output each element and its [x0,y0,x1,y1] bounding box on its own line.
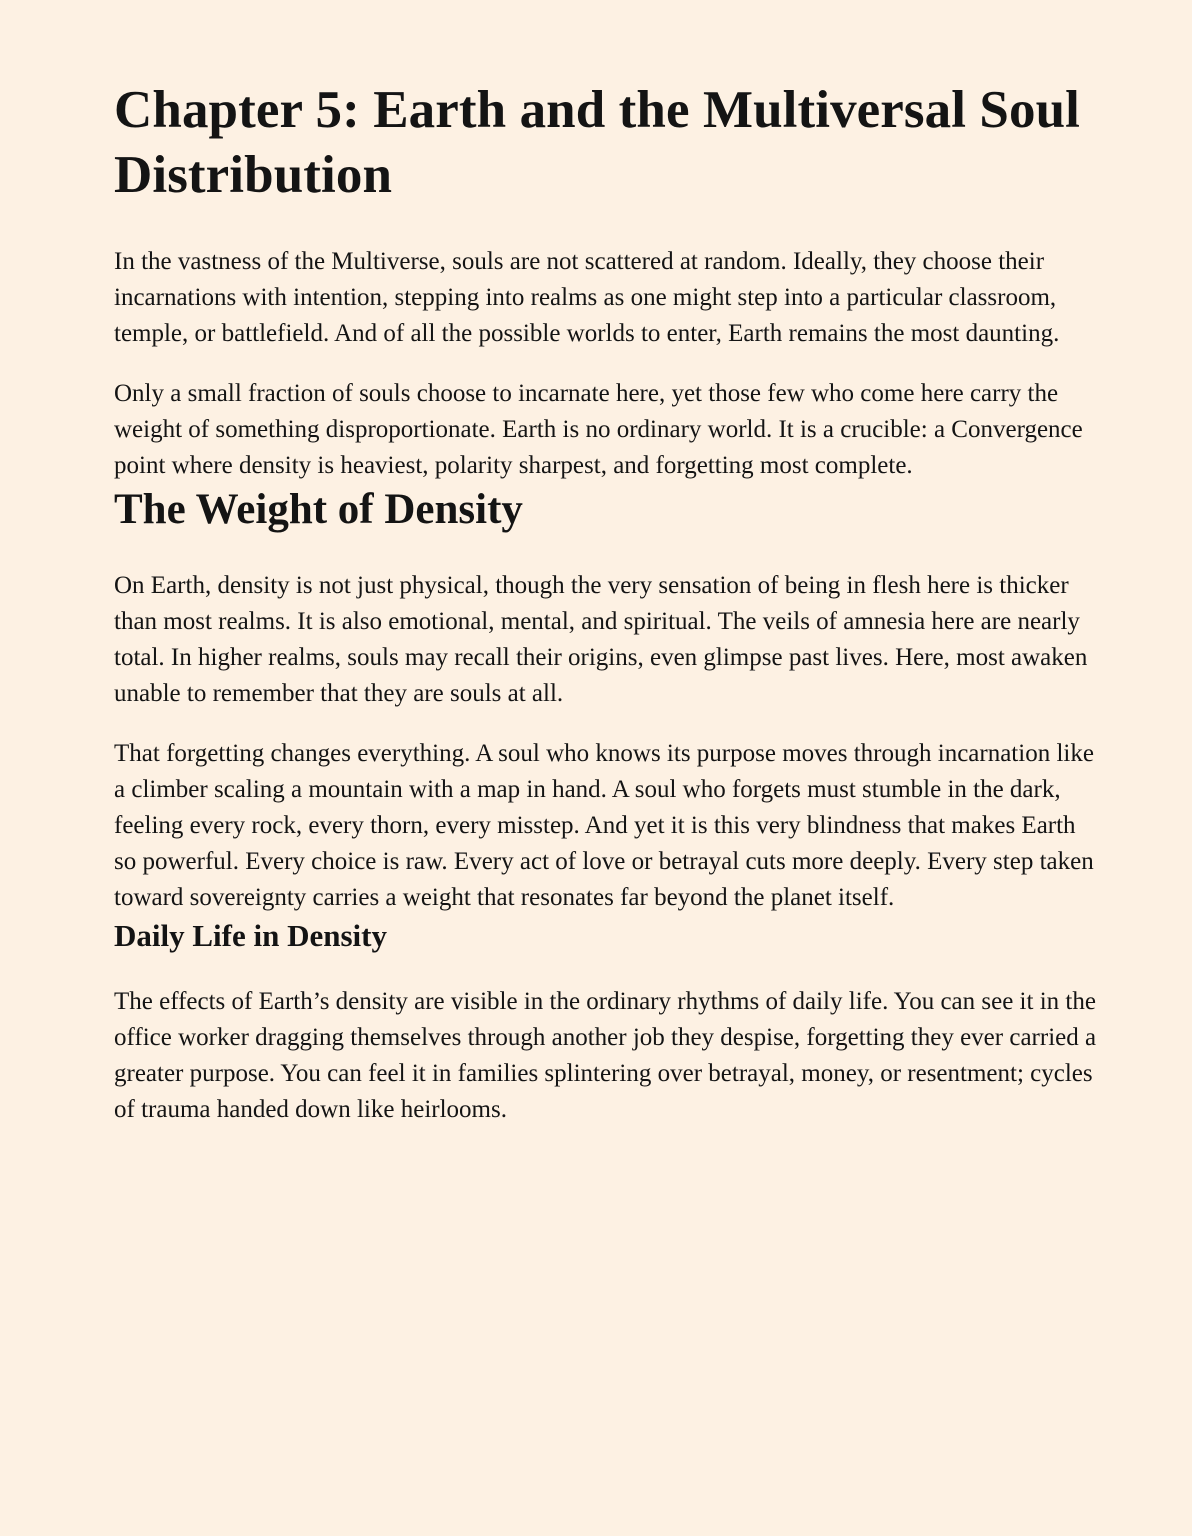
chapter-paragraph: In the vastness of the Multiverse, souls are not scattered at random. Ideally, they choose their incarnations with intention, stepping into realms as one might step into a particular classroom, temple, or battlefield. And of all the possible worlds to enter, Earth remains the most daunting. [114,248,1060,347]
chapter-title: Chapter 5: Earth and the Multiversal Soul Distribution [114,81,1080,204]
document-content [114,78,1104,1128]
section-paragraph: On Earth, density is not just physical, though the very sensation of being in flesh here is thicker than most realms. It is also emotional, mental, and spiritual. The veils of amnesia here are nearly total. In higher realms, souls may recall their origins, even glimpse past lives. Here, most awaken unable to remember that they are souls at all. [114,572,1088,707]
section-title: The Weight of Density [114,486,523,533]
chapter-paragraph: Only a small fraction of souls choose to incarnate here, yet those few who come here carry the weight of something disproportionate. Earth is no ordinary world. It is a crucible: a Convergence point where density is heaviest, polarity sharpest, and forgetting most complete. [114,380,1083,479]
section-paragraph: That forgetting changes everything. A soul who knows its purpose moves through incarnation like a climber scaling a mountain with a map in hand. A soul who forgets must stumble in the dark, feeling every rock, every thorn, every misstep. And yet it is this very blindness that makes Earth so powerful. Every choice is raw. Every act of love or betrayal cuts more deeply. Every step taken toward sovereignty carries a weight that resonates far beyond the planet itself. [114,740,1094,911]
subsection-title: Daily Life in Density [114,918,387,953]
subsection-paragraph: The effects of Earth’s density are visible in the ordinary rhythms of daily life. You can see it in the office worker dragging themselves through another job they despise, forgetting they ever carried a greater purpose. You can feel it in families splintering over betrayal, money, or resentment; cycles of trauma handed down like heirlooms. [114,988,1097,1123]
